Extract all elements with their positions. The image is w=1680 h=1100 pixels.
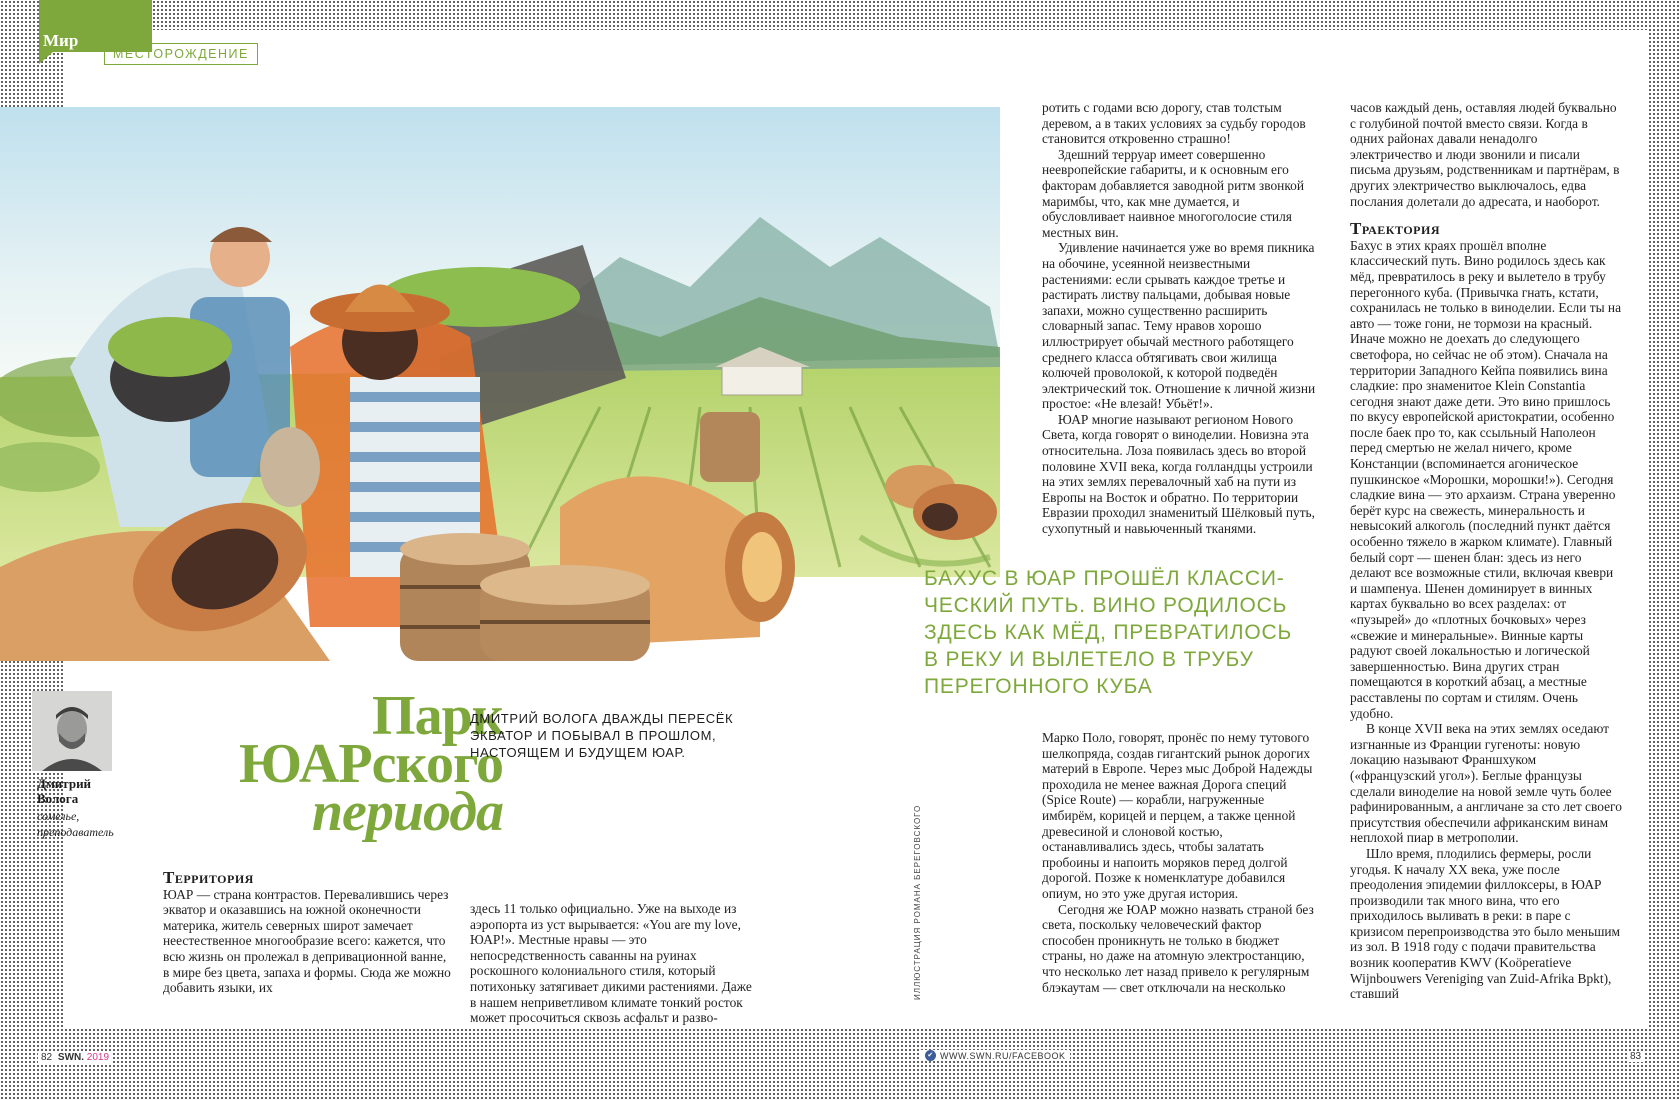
paragraph: Бахус в этих краях прошёл вполне классический путь. Вино родилось здесь как мёд, превратилось в реку и вылетело в трубу перегонного куба. (Привычка гнать, кстати, сохранилась не только в виноделии. Если ты на авто — тоже гони, не тормози на красный. Иначе можно не доехать до следующего светофора, но сейчас не об этом). Сначала на территории Западного Кейпа появились вина сладкие: про знаменитое Klein Constantia сегодня знают даже дети. Это вино пришлось по вкусу европейской аристократии, особенно после баек про то, как ссыльный Наполеон перед смертью не желал ничего, кроме Констанции (вспоминается агоническое пушкинское «Морошки, морошки!»). Сегодня сладкие вина — это архаизм. Страна уверенно берёт курс на свежесть, минеральность и невысокий алкоголь (последний пункт даётся особенно тяжело в жарком климате). Главный белый сорт — шенен блан: здесь из него делают все возможные стили, включая квеври и шампенуа. Шенен доминирует в винных картах буквально во всех разделах: от «пузырей» до «плотных бочковых» через «свежие и минеральные». Винные карты радуют своей локальностью и логической завершенностью. Вина других стран помещаются в короткий абзац, а местные расставлены по сортам и стилям. Очень удобно. bbox=[1350, 237, 1622, 721]
rubric-tab-notch bbox=[39, 52, 53, 64]
illustration bbox=[0, 107, 1061, 661]
page-number-left: 82 bbox=[41, 1052, 53, 1063]
paragraph: В конце XVII века на этих землях оседают изгнанные из Франции гугеноты: новую локацию называют Франшхуком («французский угол»). Беглые французы сделали виноделие на новой земле чуть более рафинированным, а англичане за сто лет своего присутствия обеспечили африканским винам неплохой пиар в метрополии. bbox=[1350, 721, 1622, 846]
rubric-label: Мир bbox=[43, 31, 79, 50]
section-label-text: МЕСТОРОЖДЕНИЕ bbox=[113, 47, 249, 61]
section-label bbox=[104, 43, 258, 65]
magazine-spread bbox=[37, 30, 1648, 1028]
issue-year: 2019 bbox=[86, 1052, 110, 1063]
watercolor-illustration bbox=[0, 107, 1061, 661]
section-heading-trajectory: Траектория bbox=[1350, 219, 1441, 239]
column-3-bottom bbox=[1042, 730, 1317, 995]
illustration-credit: ИЛЛЮСТРАЦИЯ РОМАНА БЕРЕГОВСКОГО bbox=[913, 804, 922, 1000]
pull-quote: БАХУС В ЮАР ПРОШЁЛ КЛАССИ-ЧЕСКИЙ ПУТЬ. ВИНО РОДИЛОСЬ ЗДЕСЬ КАК МЁД, ПРЕВРАТИЛОСЬ В РЕКУ И ВЫЛЕТЕЛО В ТРУБУ ПЕРЕГОННОГО КУБА bbox=[924, 567, 1293, 698]
author-photo bbox=[32, 691, 112, 771]
column-3-top bbox=[1042, 100, 1317, 537]
paragraph: Удивление начинается уже во время пикника на обочине, усеянной неизвестными растениями: если срывать каждое третье и растирать листву пальцами, добывая новые запахи, можно существенно расширить словарный запас. Тему нравов хорошо иллюстрирует обычай местного работящего среднего класса обтягивать свои жилища колючей проволокой, к которой подведён электрический ток. Отношение к личной жизни простое: «Не влезай! Убьёт!». bbox=[1042, 240, 1316, 412]
paragraph: Сегодня же ЮАР можно назвать страной без света, поскольку человеческий фактор способен проникнуть не только в бюджет страны, но даже на атомную электростанцию, что несколько лет назад привело к регулярным блэкаутам — свет отключали на несколько bbox=[1042, 901, 1314, 995]
paragraph: ЮАР многие называют регионом Нового Света, когда говорят о виноделии. Новизна эта относительна. Лоза появилась здесь во второй половине XVII века, когда голландцы устроили на этих землях перевалочный хаб на пути из Европы на Восток и обратно. По территории Евразии проходил знаменитый Шёлковый путь, сухопутный и навьюченный тканями. bbox=[1042, 411, 1316, 537]
paragraph: Шло время, плодились фермеры, росли угодья. К началу XX века, уже после преодоления эпидемии филлоксеры, в ЮАР производили так много вина, что его приходилось выливать в реки: в паре с кризисом перепроизводства это было меньшим из зол. В 1918 году с подачи правительства возник кооператив KWV (Koöperatieve Wijnbouwers Vereniging van Zuid-Afrika Bpkt), ставший bbox=[1350, 845, 1621, 1002]
footer-social bbox=[921, 1050, 1070, 1061]
facebook-link[interactable]: WWW.SWN.RU/FACEBOOK bbox=[940, 1050, 1066, 1061]
paragraph: ЮАР — страна контрастов. Перевалившись через экватор и оказавшись на южной оконечности материка, житель северных широт замечает неестественное многообразие всего: кажется, что всю жизнь он пролежал в депривационной ванне, в мире без цвета, запаха и формы. Сюда же можно добавить языки, их bbox=[163, 886, 451, 996]
like-icon: ✔ bbox=[925, 1050, 936, 1061]
footer-left bbox=[38, 1052, 112, 1063]
author-name: Дмитрий Вологa bbox=[37, 776, 92, 806]
paragraph: здесь 11 только официально. Уже на выходе из аэропорта из уст вырывается: «You are my love, ЮАР!». Местные нравы — это непосредственность саванны на руинах роскошного колониального стиля, который потихоньку затягивает дикими растениями. Даже в нашем неприветливом климате тонкий росток может просочиться сквозь асфальт и разво- bbox=[470, 901, 752, 1026]
lead-text: ДМИТРИЙ ВОЛОГА ДВАЖДЫ ПЕРЕСЁК ЭКВАТОР И ПОБЫВАЛ В ПРОШЛОМ, НАСТОЯЩЕМ И БУДУЩЕМ ЮАР. bbox=[470, 711, 734, 760]
column-1 bbox=[163, 870, 453, 996]
article-title: Парк ЮАРского периода bbox=[239, 685, 503, 843]
brand-name: SWN. bbox=[57, 1052, 85, 1063]
page-number-right: 83 bbox=[1627, 1051, 1644, 1062]
paragraph: Здешний терруар имеет совершенно неевропейские габариты, и к основным его факторам добавляется заводной ритм звонкой маримбы, что, как мне думается, и обусловливает наивное многоголосие стиля местных вин. bbox=[1042, 146, 1305, 240]
column-4 bbox=[1350, 100, 1622, 1002]
section-heading-territory: Территория bbox=[163, 868, 254, 887]
paragraph: часов каждый день, оставляя людей буквально с голубиной почтой вместо связи. Когда в одних районах давали ненадолго электричество и люди звонили и писали письма друзьям, родственникам и партнёрам, в других электричество выключалось, едва послания долетали до адресата, и наоборот. bbox=[1350, 100, 1620, 209]
paragraph: Марко Поло, говорят, пронёс по нему тутового шелкопряда, создав гигантский рынок дорогих материй в Европе. Через мыс Доброй Надежды проходила не менее важная Дорога специй (Spice Route) — корабли, нагруженные имбирём, корицей и перцем, а также ценной древесиной и слоновой костью, останавливались здесь, чтобы залатать пробоины и напоить моряков перед долгой дорогой. Позже к номенклатуре добавился опиум, но это уже другая история. bbox=[1042, 730, 1313, 901]
paragraph: ротить с годами всю дорогу, став толстым деревом, а в таких условиях за судьбу городов становится откровенно страшно! bbox=[1042, 100, 1306, 147]
portrait-icon bbox=[32, 691, 112, 771]
author-role: сомелье, преподаватель bbox=[37, 809, 114, 839]
column-2 bbox=[470, 901, 760, 1026]
